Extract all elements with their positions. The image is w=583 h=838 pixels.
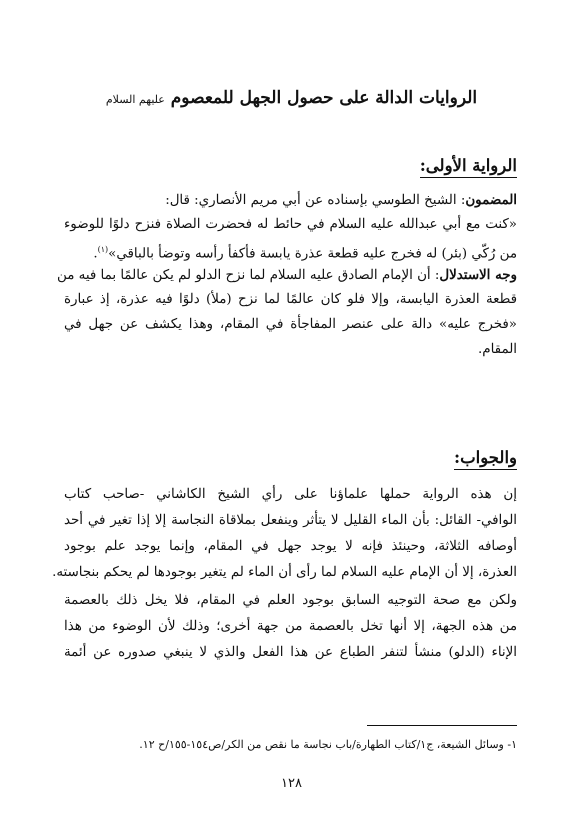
inference-label: وجه الاستدلال: [439, 267, 517, 283]
footnote-divider: [367, 725, 517, 726]
inference-line-1-text: : أن الإمام الصادق عليه السلام لما نزح الدلو لم يكن عالمًا بما فيه من: [57, 268, 440, 283]
answer-line-3: أوصافه الثلاثة، وحينئذ فإنه لا يوجد جهل في المقام، وإنما يوجد علم بوجود: [64, 539, 517, 554]
inference-line-4: المقام.: [478, 342, 517, 357]
inference-line-2: قطعة العذرة اليابسة، وإلا فلو كان عالمًا لما نزح (ملأ) دلوًا فيه عذرة، إذ عبارة: [64, 292, 517, 307]
content-label: المضمون: [465, 192, 517, 208]
honorific-symbol: عليهم السلام: [105, 93, 165, 106]
answer-line-2: الوافي- القائل: بأن الماء القليل لا يتأثر وينفعل بملاقاة النجاسة إلا إذا تغير في أحد: [64, 513, 517, 528]
page-number: ١٢٨: [281, 776, 302, 791]
answer-line-5: ولكن مع صحة التوجيه السابق بوجود العلم في المقام، فلا يخل ذلك بالعصمة: [64, 593, 517, 608]
quote-line-2-text: من رُكّي (بئر) له فخرج عليه قطعة عذرة يابسة فأكفأ رأسه وتوضأ بالباقي»: [108, 246, 517, 262]
content-line: [64, 190, 517, 210]
answer-line-6: من هذه الجهة، إلا أنها تخل بالعصمة من جهة أخرى؛ وذلك لأن الوضوء من هذا: [64, 619, 517, 634]
page-title: [0, 88, 583, 108]
inference-line-1: [57, 265, 517, 285]
content-intro: : الشيخ الطوسي بإسناده عن أبي مريم الأنصاري: قال:: [165, 193, 466, 208]
footnote-marker: (١): [97, 245, 109, 254]
answer-line-7: الإناء (الدلو) منشأ لتنفر الطباع عن هذا الفعل والذي لا ينبغي صدوره عن أئمة: [64, 645, 517, 660]
section-heading-answer: والجواب:: [454, 448, 517, 470]
quote-line-1: «كنت مع أبي عبدالله عليه السلام في حائط له فحضرت الصلاة فنزح دلوًا للوضوء: [64, 217, 517, 232]
answer-line-1: إن هذه الرواية حملها علماؤنا على رأي الشيخ الكاشاني -صاحب كتاب: [64, 487, 517, 502]
footnote: ١- وسائل الشيعة، ج١/كتاب الطهارة/باب نجاسة ما نقص من الكر/ص١٥٤-١٥٥/ح ١٢.: [139, 738, 517, 751]
answer-line-4: العذرة، إلا أن الإمام عليه السلام لما رأى أن الماء لم يتغير بوجودها لم يحكم بنجاسته.: [52, 565, 517, 580]
quote-line-2: من رُكّي (بئر) له فخرج عليه قطعة عذرة يابسة فأكفأ رأسه وتوضأ بالباقي»$^{(١)}$.: [93, 245, 517, 262]
section-heading-first-narration: الرواية الأولى:: [420, 156, 517, 178]
page-title-text: الروايات الدالة على حصول الجهل للمعصوم: [170, 88, 478, 108]
inference-line-3: «فخرج عليه» دالة على عنصر المفاجأة في المقام، وهذا يكشف عن جهل في: [64, 317, 517, 332]
